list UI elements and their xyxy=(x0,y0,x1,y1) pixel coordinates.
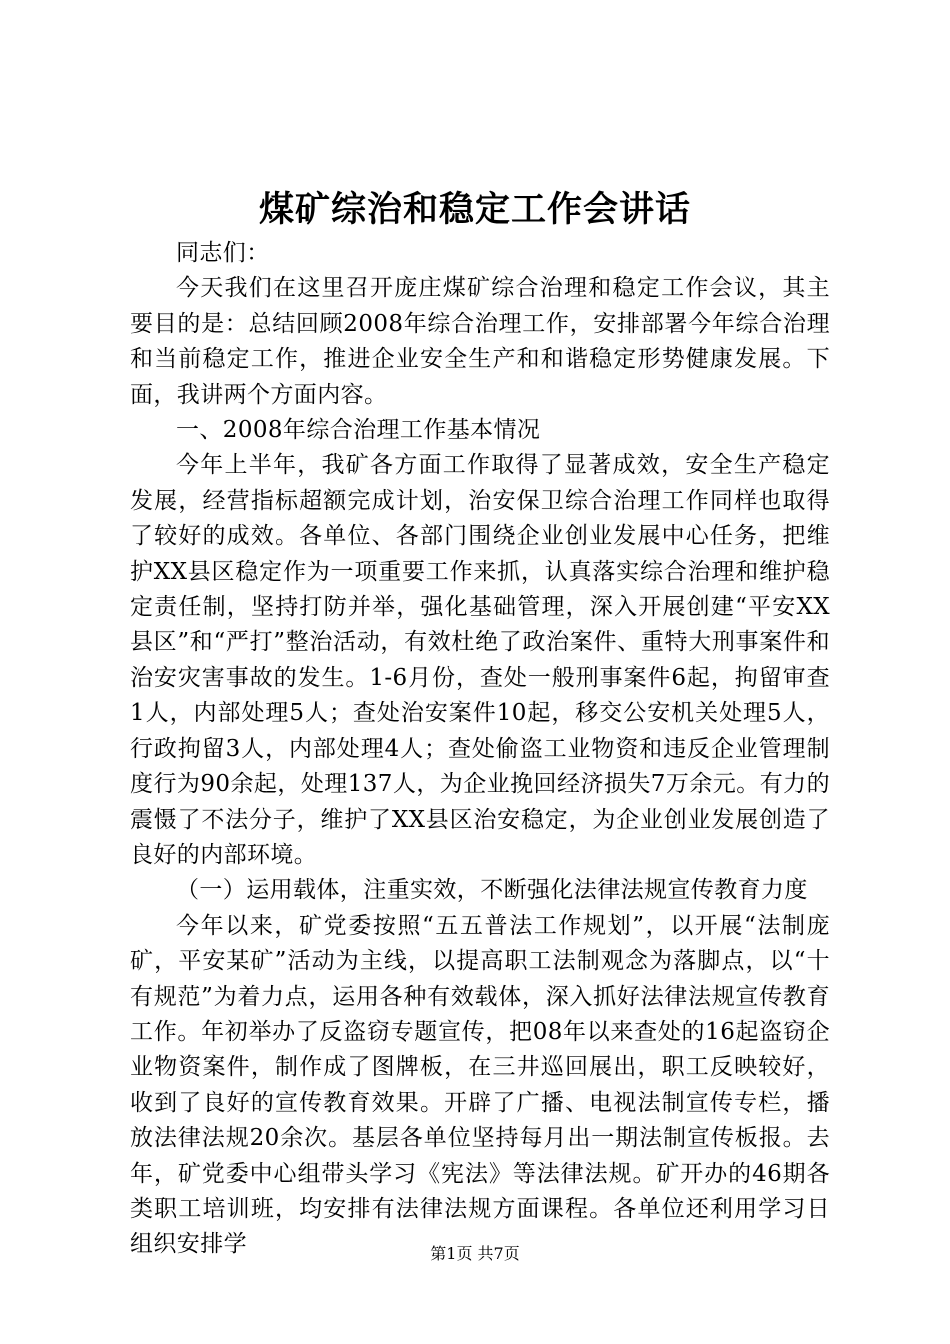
page-number-footer: 第1页 共7页 xyxy=(430,1244,520,1263)
salutation-paragraph: 同志们： xyxy=(176,240,270,266)
legal-education-paragraph: 今年以来，矿党委按照“五五普法工作规划”，以开展“法制庞矿，平安某矿”活动为主线，以提高职工法制观念为落脚点，以“十有规范”为着力点，运用各种有效载体，深入抓好法律法规宣传教育工作。年初举办了反盗窃专题宣传，把08年以来查处的16起盗窃企业物资案件，制作成了图牌板，在三井巡回展出，职工反映较好，收到了良好的宣传教育效果。开辟了广播、电视法制宣传专栏，播放法律法规20余次。基层各单位坚持每月出一期法制宣传板报。去年，矿党委中心组带头学习《宪法》等法律法规。矿开办的46期各类职工培训班，均安排有法律法规方面课程。各单位还利用学习日组织安排学 xyxy=(130,912,830,1258)
intro-paragraph: 今天我们在这里召开庞庄煤矿综合治理和稳定工作会议，其主要目的是：总结回顾2008年综合治理工作，安排部署今年综合治理和当前稳定工作，推进企业安全生产和和谐稳定形势健康发展。下面，我讲两个方面内容。 xyxy=(130,275,830,408)
subsection-heading-1: （一）运用载体，注重实效，不断强化法律法规宣传教育力度 xyxy=(176,877,808,904)
section-heading-1: 一、2008年综合治理工作基本情况 xyxy=(176,417,541,444)
summary-paragraph: 今年上半年，我矿各方面工作取得了显著成效，安全生产稳定发展，经营指标超额完成计划，治安保卫综合治理工作同样也取得了较好的成效。各单位、各部门围绕企业创业发展中心任务，把维护XX县区稳定作为一项重要工作来抓，认真落实综合治理和维护稳定责任制，坚持打防并举，强化基础管理，深入开展创建“平安XX县区”和“严打”整治活动，有效杜绝了政治案件、重特大刑事案件和治安灾害事故的发生。1-6月份，查处一般刑事案件6起，拘留审查1人，内部处理5人；查处治安案件10起，移交公安机关处理5人，行政拘留3人，内部处理4人；查处偷盗工业物资和违反企业管理制度行为90余起，处理137人，为企业挽回经济损失7万余元。有力的震慑了不法分子，维护了XX县区治安稳定，为企业创业发展创造了良好的内部环境。 xyxy=(130,452,830,868)
document-body xyxy=(130,236,830,1263)
document-title: 煤矿综治和稳定工作会讲话 xyxy=(258,189,691,230)
